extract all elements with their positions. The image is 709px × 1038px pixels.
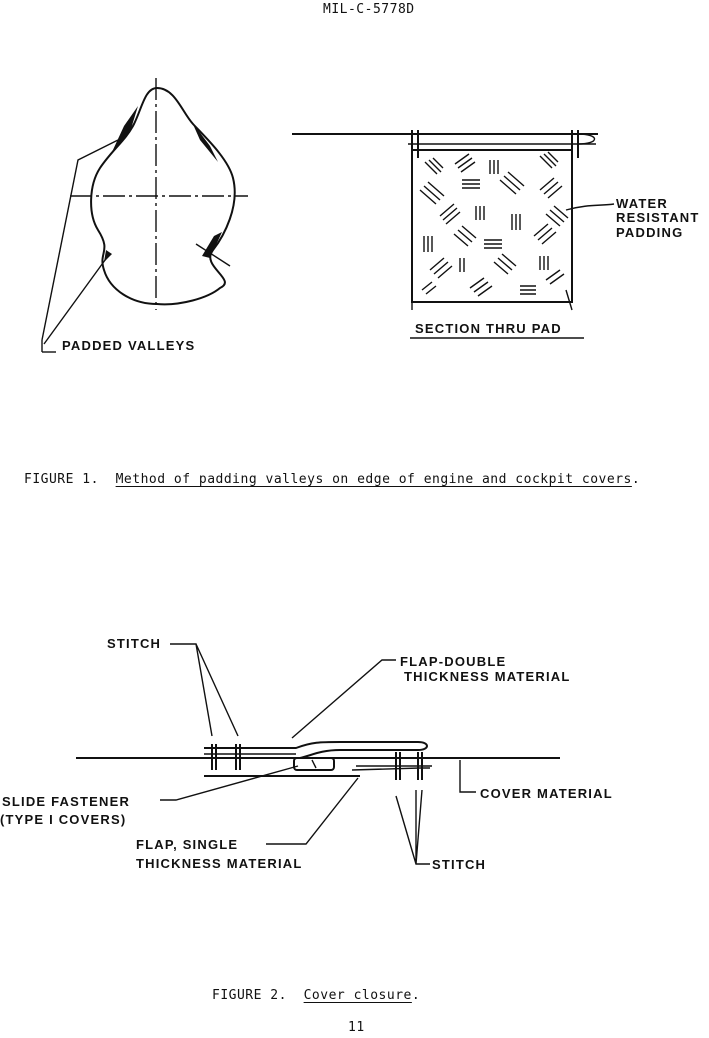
slider-tab	[312, 760, 316, 768]
label-flap-single-1: FLAP, SINGLE	[136, 837, 239, 852]
label-flap-single-2: THICKNESS MATERIAL	[136, 856, 303, 871]
label-section-thru-pad: SECTION THRU PAD	[415, 321, 562, 336]
page-number: 11	[348, 1020, 365, 1035]
padding-hatch	[420, 152, 568, 296]
label-stitch-top: STITCH	[107, 636, 162, 651]
figure2-caption-number: FIGURE 2.	[212, 988, 287, 1003]
label-padded-valleys: PADDED VALLEYS	[62, 338, 196, 353]
padded-valley-leader-1	[42, 140, 118, 340]
flap-single-leader	[266, 778, 358, 844]
padded-valley-top-left	[112, 106, 138, 152]
padded-valley-top-right	[192, 122, 218, 162]
flap-double-leader	[292, 660, 396, 738]
stitch-bottom-leader	[396, 790, 430, 864]
figure2-caption-text: Cover closure	[303, 988, 412, 1003]
figure1-caption-text: Method of padding valleys on edge of engine and cockpit covers	[115, 472, 632, 487]
slide-fastener-leader	[160, 766, 298, 800]
label-type-i-covers: (TYPE I COVERS)	[0, 812, 127, 827]
figure1-caption-number: FIGURE 1.	[24, 472, 99, 487]
label-resistant: RESISTANT	[616, 210, 700, 225]
document-number: MIL-C-5778D	[323, 2, 415, 17]
label-flap-double-1: FLAP-DOUBLE	[400, 654, 507, 669]
label-water: WATER	[616, 196, 668, 211]
pad-right-fold	[578, 134, 595, 144]
padded-valley-leader-2	[44, 256, 108, 344]
stitch-top-leader	[170, 644, 238, 736]
label-slide-fastener: SLIDE FASTENER	[2, 794, 131, 809]
label-padding: PADDING	[616, 225, 684, 240]
cover-material-leader	[460, 760, 476, 792]
label-flap-double-2: THICKNESS MATERIAL	[404, 669, 571, 684]
water-padding-leader	[566, 204, 614, 210]
label-cover-material: COVER MATERIAL	[480, 786, 613, 801]
figure1-caption: FIGURE 1. Method of padding valleys on edge of engine and cockpit covers.	[24, 472, 641, 487]
flap-double-thickness	[204, 742, 427, 758]
figure2-caption: FIGURE 2. Cover closure.	[212, 988, 421, 1003]
label-stitch-bottom: STITCH	[432, 857, 487, 872]
